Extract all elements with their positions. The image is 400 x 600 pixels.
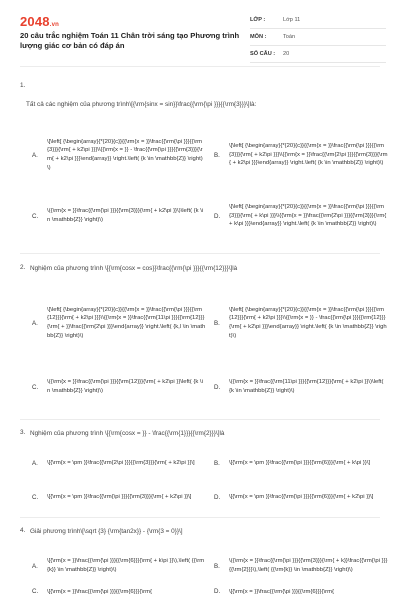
option-text: \[{\rm{x = }}\frac{{\rm{\pi }}}{{\rm{6}}}{\rm{ (47, 589, 152, 595)
document-title: 20 câu trắc nghiệm Toán 11 Chân trời sáng tạo Phương trình lượng giác cơ bản có đáp án (20, 31, 240, 50)
option-letter: C. (32, 212, 39, 220)
question-number: 2. (20, 264, 26, 271)
option-c[interactable] (32, 188, 206, 244)
document-meta-table (250, 12, 386, 63)
option-letter: A. (32, 151, 38, 159)
option-text: \[\left[ {\begin{array}{*{20}{c}}{{\rm{x = }}\frac{{\rm{\pi }}}{{\rm{3}}}{\rm{ + k2\pi }}}\\{{\rm{x = }} - \frac{{\rm{\pi }}}{{\rm{3}}}{\rm{ + k2\pi }}}\end{array}} \right.\left( {k \in \mathbb{Z}} \right)\) (47, 138, 203, 171)
option-letter: A. (32, 562, 38, 570)
question-stem: Giải phương trình\[\sqrt {3} {\rm{tan2x}} - {\rm{3 = 0}}\] (30, 528, 183, 535)
option-text: \({\rm{x = }}\frac{{\rm{\pi }}}{{\rm{3}}}{\rm{ + k2\pi }}\)\left( {k \in \mathbb{Z}} \right)\) (47, 208, 204, 223)
meta-value: Toán (283, 34, 296, 40)
meta-key: SỐ CÂU : (250, 51, 276, 57)
option-letter: D. (214, 383, 221, 391)
meta-row-subject (250, 29, 386, 46)
option-d[interactable] (214, 362, 388, 412)
site-logo[interactable] (20, 14, 59, 29)
option-c[interactable] (32, 588, 206, 600)
option-a[interactable] (32, 446, 206, 480)
option-letter: D. (214, 588, 221, 595)
option-d[interactable] (214, 588, 388, 600)
option-letter: C. (32, 588, 39, 595)
option-a[interactable] (32, 544, 206, 588)
options-grid (20, 122, 388, 244)
logo-name: 2048 (20, 14, 50, 29)
logo-tld: .vn (49, 22, 60, 28)
document-header (0, 0, 400, 74)
option-text: \[{\rm{x = \pm }}\frac{{\rm{\pi }}}{{\rm{3}}}{\rm{ + k2\pi }}\] (47, 493, 192, 500)
option-d[interactable] (214, 188, 388, 244)
option-text: \[\left[ {\begin{array}{*{20}{c}}{{\rm{x = }}\frac{{\rm{\pi }}}{{\rm{3}}}{\rm{ + k\pi }}}\\{{\rm{x = }}\frac{{\rm{2\pi }}}{{\rm{3}}}{\rm{ + k\pi }}}\end{array}} \right.\left( {k \in \mathbb{Z}} \right)\) (229, 204, 387, 228)
option-text: \[{\rm{x = \pm }}\frac{{\rm{\pi }}}{{\rm{6}}}{\rm{ + k2\pi }}\] (229, 493, 374, 500)
question-1 (20, 78, 388, 254)
option-letter: A. (32, 459, 38, 467)
option-letter: C. (32, 383, 39, 391)
option-b[interactable] (214, 544, 388, 588)
meta-row-count (250, 46, 386, 63)
option-c[interactable] (32, 480, 206, 514)
options-grid (20, 284, 388, 412)
options-grid (20, 446, 388, 514)
question-number: 3. (20, 429, 26, 436)
option-text: \[{\rm{x = \pm }}\frac{{\rm{\pi }}}{{\rm{6}}}{\rm{ + k\pi }}\] (229, 459, 371, 466)
option-text: \[{\rm{x = }}\frac{{\rm{\pi }}}{{\rm{6}}}{\rm{ + k\pi }}\),\left( {{\rm{k}} \in \mathbb{Z}} \right)\) (47, 558, 205, 573)
meta-value: Lớp 11 (283, 17, 301, 23)
option-text: \({\rm{x = }}\frac{{\rm{\pi }}}{{\rm{12}}}{\rm{ + k2\pi }}\left( {k \in \mathbb{Z}} \right)\) (47, 379, 203, 394)
meta-key: LỚP : (250, 17, 266, 23)
option-text: \[\left[ {\begin{array}{*{20}{c}}{{\rm{x = }}\frac{{\rm{\pi }}}{{\rm{12}}}{\rm{ + k2\pi }}}\\{{\rm{x = }} - \frac{{\rm{\pi }}}{{\rm{12}}}{\rm{ + k2\pi }}}\end{array}} \right.\left( {k \in \mathbb{Z}} \right)\) (229, 306, 387, 339)
option-a[interactable] (32, 122, 206, 188)
question-number: 4. (20, 527, 26, 534)
option-c[interactable] (32, 362, 206, 412)
option-letter: B. (214, 459, 220, 467)
question-stem: Tất cả các nghiệm của phương trình\[{\rm{sinx = sin}}\frac{{\rm{\pi }}}{{\rm{3}}}\]là: (26, 101, 257, 108)
option-letter: B. (214, 319, 220, 327)
option-a[interactable] (32, 284, 206, 362)
question-number: 1. (20, 82, 26, 89)
option-letter: B. (214, 562, 220, 570)
header-divider (20, 66, 380, 67)
option-letter: C. (32, 493, 39, 501)
question-stem: Nghiệm của phương trình \[{\rm{cosx = cos}}\frac{{\rm{\pi }}}{{\rm{12}}}\]là (30, 265, 238, 272)
option-letter: B. (214, 151, 220, 159)
option-text: \[{\rm{x = \pm }}\frac{{\rm{2\pi }}}{{\rm{3}}}{\rm{ + k2\pi }}\] (47, 459, 195, 466)
option-letter: D. (214, 493, 221, 501)
meta-row-class (250, 12, 386, 29)
question-2 (20, 254, 387, 420)
option-letter: A. (32, 319, 38, 327)
option-d[interactable] (214, 480, 388, 514)
meta-value: 20 (283, 51, 290, 57)
question-3 (20, 420, 380, 518)
option-text: \[{\rm{x = }}\frac{{\rm{\pi }}}{{\rm{6}}}{\rm{ (229, 589, 334, 595)
option-letter: D. (214, 212, 221, 220)
option-b[interactable] (214, 446, 388, 480)
option-b[interactable] (214, 284, 388, 362)
option-text: \({\rm{x = }}\frac{{\rm{11\pi }}}{{\rm{12}}}{\rm{ + k2\pi }}\)\left( {k \in \mathbb{Z}} \right)\) (229, 379, 384, 394)
meta-key: MÔN : (250, 34, 267, 40)
question-stem: Nghiệm của phương trình \[{\rm{cosx = }} - \frac{{\rm{1}}}{{\rm{2}}}\]là (30, 430, 225, 437)
question-list (0, 78, 400, 600)
option-b[interactable] (214, 122, 388, 188)
question-4 (20, 518, 388, 600)
option-text: \[\left[ {\begin{array}{*{20}{c}}{{\rm{x = }}\frac{{\rm{\pi }}}{{\rm{12}}}{\rm{ + k2\pi }}}\\{{\rm{x = }}\frac{{\rm{11\pi }}}{{\rm{12}}}{\rm{ + }}\frac{{\rm{2\pi }}}\end{array}} \right.\left( {k,l \in \mathbb{Z}} \right)\) (47, 306, 206, 339)
options-grid (20, 544, 388, 600)
option-text: \[\left[ {\begin{array}{*{20}{c}}{{\rm{x = }}\frac{{\rm{\pi }}}{{\rm{3}}}{\rm{ + k2\pi }}}\\{{\rm{x = }}\frac{{\rm{2\pi }}}{{\rm{3}}}{\rm{ + k2\pi }}}\end{array}} \right.\left( {k \in \mathbb{Z}} \right)\) (229, 143, 388, 167)
option-text: \({\rm{x = }}\frac{{\rm{\pi }}}{{\rm{3}}}{\rm{ + k}}\frac{{\rm{\pi }}}{{\rm{2}}}\),\left( {{\rm{k}} \in \mathbb{Z}} \right)\) (229, 558, 388, 573)
